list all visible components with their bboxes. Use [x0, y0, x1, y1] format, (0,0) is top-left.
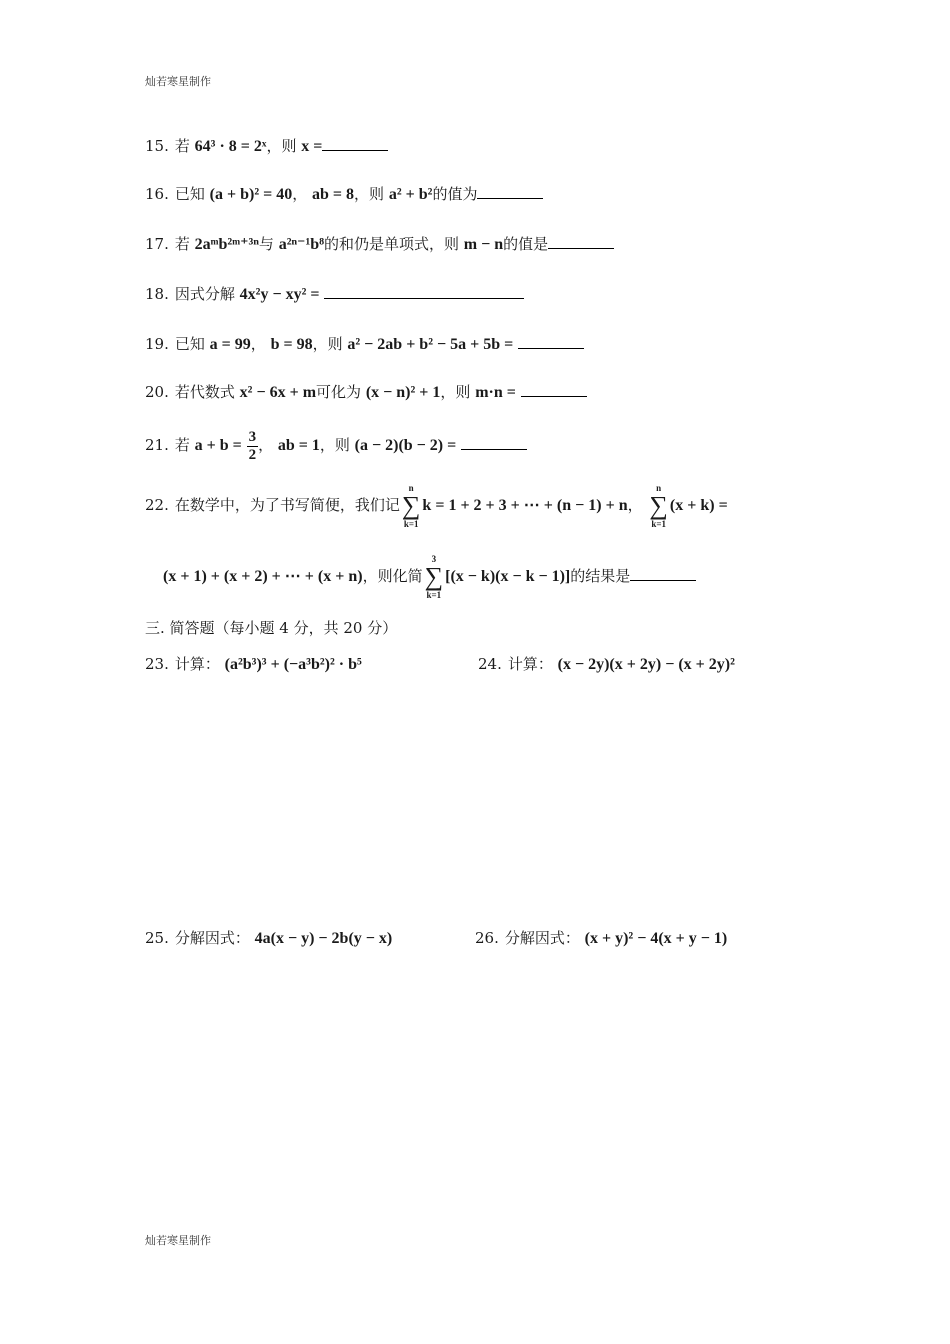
answer-blank[interactable]: [548, 234, 614, 249]
question-text: 在数学中，为了书写简便，我们记: [174, 496, 400, 514]
summation-symbol: [425, 553, 444, 601]
page-header: 灿若寒星制作: [145, 75, 211, 88]
question-text: 与: [258, 235, 274, 253]
math-expression: k = 1 + 2 + 3 + ⋯ + (n − 1) + n: [422, 497, 628, 514]
question-text: ，则化简: [362, 567, 423, 585]
question-18: [145, 284, 524, 305]
answer-blank[interactable]: [322, 136, 388, 151]
question-20: [145, 382, 587, 403]
question-number: 21.: [145, 436, 169, 454]
question-number: 16.: [145, 185, 169, 203]
question-text: 计算：: [507, 655, 553, 673]
question-number: 15.: [145, 137, 169, 155]
math-expression: (x + k) =: [669, 497, 728, 514]
math-expression: a² − 2ab + b² − 5a + 5b =: [347, 336, 514, 353]
question-23: [145, 654, 362, 675]
question-text: 的和仍是单项式，则: [323, 235, 459, 253]
question-text: 分解因式：: [504, 929, 580, 947]
question-text: ，则: [354, 185, 385, 203]
sigma-icon: ∑: [401, 491, 421, 520]
fraction-numerator: 3: [248, 428, 257, 445]
question-21: 21. 若 a + b = $\frac{3}{2}$ ， ab = 1，则 (a − 2)(b − 2) =: [145, 425, 527, 466]
math-expression: a + b =: [194, 437, 242, 454]
question-text: 已知: [174, 335, 205, 353]
math-expression: (x + y)² − 4(x + y − 1): [584, 930, 728, 947]
summation-symbol: [402, 482, 421, 530]
math-expression: (x − n)² + 1: [365, 384, 441, 401]
question-number: 19.: [145, 335, 169, 353]
math-expression: (x + 1) + (x + 2) + ⋯ + (x + n): [163, 568, 363, 585]
answer-blank[interactable]: [518, 334, 584, 349]
question-number: 18.: [145, 285, 169, 303]
math-expression: 4x²y − xy² =: [239, 286, 320, 303]
question-text: 若: [174, 235, 190, 253]
math-expression: ab = 8: [312, 186, 355, 203]
math-expression: (a − 2)(b − 2) =: [354, 437, 457, 454]
question-text: ，则: [312, 335, 343, 353]
question-text: ，则: [266, 137, 297, 155]
question-text: ，则: [319, 436, 350, 454]
math-expression: (a²b³)³ + (−a³b²)² · b⁵: [224, 656, 362, 673]
question-15: [145, 136, 388, 157]
sum-upper-limit: 3: [431, 554, 437, 564]
question-26: [475, 928, 727, 949]
question-19: 19. 已知 a = 99， b = 98，则 a² − 2ab + b² − 5a + 5b =: [145, 334, 584, 355]
answer-blank[interactable]: [630, 566, 696, 581]
sum-upper-limit: n: [408, 483, 414, 493]
math-expression: [(x − k)(x − k − 1)]: [445, 568, 571, 585]
sum-lower-limit: k=1: [651, 519, 666, 529]
math-expression: x =: [301, 138, 323, 155]
math-expression: 4a(x − y) − 2b(y − x): [254, 930, 393, 947]
question-24: [478, 654, 735, 675]
math-expression: 2aᵐb²ᵐ⁺³ⁿ: [194, 236, 259, 253]
question-number: 17.: [145, 235, 169, 253]
answer-blank[interactable]: [521, 382, 587, 397]
question-22: 22. 在数学中，为了书写简便，我们记 n ∑ k=1 k = 1 + 2 + 3 + ⋯ + (n − 1) + n， n ∑ k=1 (x + k) =: [145, 483, 728, 529]
question-text: 若: [174, 436, 190, 454]
math-expression: a² + b²: [388, 186, 433, 203]
question-text: 因式分解: [174, 285, 235, 303]
answer-blank[interactable]: [324, 284, 524, 299]
question-number: 23.: [145, 655, 169, 673]
summation-symbol: [649, 482, 668, 530]
page-footer: 灿若寒星制作: [145, 1234, 211, 1247]
question-16: 16. 已知 (a + b)² = 40， ab = 8，则 a² + b²的值为: [145, 184, 543, 205]
math-expression: a²ⁿ⁻¹b⁸: [278, 236, 324, 253]
math-expression: 64³ · 8 = 2ˣ: [194, 138, 267, 155]
math-expression: a = 99: [209, 336, 251, 353]
question-text: 分解因式：: [174, 929, 250, 947]
section-heading: 三. 简答题（每小题 4 分，共 20 分）: [145, 619, 398, 637]
sum-upper-limit: n: [656, 483, 662, 493]
question-text: 已知: [174, 185, 205, 203]
question-text: 可化为: [316, 383, 362, 401]
question-17: [145, 234, 614, 255]
math-expression: ab = 1: [277, 437, 320, 454]
question-text: 的值是: [503, 235, 549, 253]
math-expression: (x − 2y)(x + 2y) − (x + 2y)²: [557, 656, 735, 673]
question-number: 22.: [145, 496, 169, 514]
question-text: 若代数式: [174, 383, 235, 401]
question-text: 的值为: [432, 185, 478, 203]
sigma-icon: ∑: [424, 562, 444, 591]
math-expression: x² − 6x + m: [239, 384, 317, 401]
sum-lower-limit: k=1: [426, 590, 442, 600]
question-text: 若: [174, 137, 190, 155]
math-expression: m·n =: [475, 384, 516, 401]
fraction: [247, 429, 259, 464]
fraction-denominator: 2: [248, 446, 257, 463]
answer-blank[interactable]: [461, 435, 527, 450]
question-number: 24.: [478, 655, 502, 673]
math-expression: b = 98: [270, 336, 313, 353]
question-22-continued: [163, 553, 696, 601]
question-text: 的结果是: [570, 567, 631, 585]
sigma-icon: ∑: [649, 491, 668, 520]
question-number: 20.: [145, 383, 169, 401]
question-25: [145, 928, 392, 949]
question-text: ，则: [440, 383, 471, 401]
question-text: 计算：: [174, 655, 220, 673]
math-expression: (a + b)² = 40: [209, 186, 293, 203]
question-number: 25.: [145, 929, 169, 947]
question-number: 26.: [475, 929, 499, 947]
answer-blank[interactable]: [477, 184, 543, 199]
math-expression: m − n: [463, 236, 504, 253]
sum-lower-limit: k=1: [403, 519, 419, 529]
